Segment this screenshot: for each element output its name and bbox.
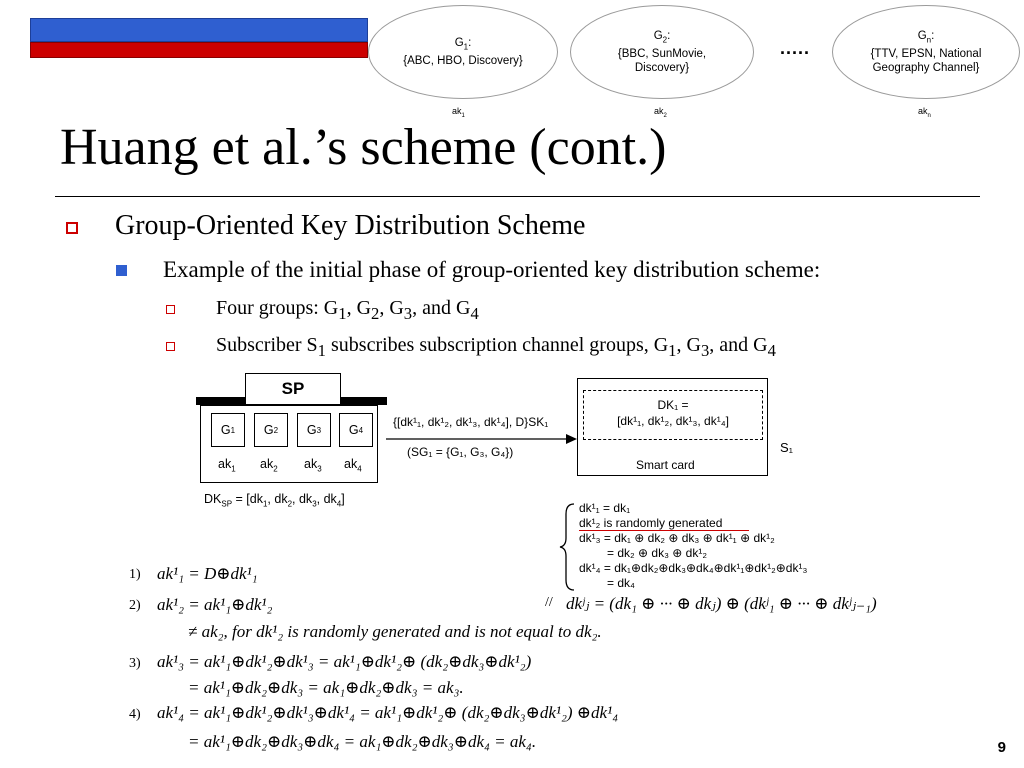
eq-line-6: = dk₄ — [607, 576, 635, 590]
math-line-3b: = ak¹₁⊕dk₂⊕dk₃ = ak₁⊕dk₂⊕dk₃ = ak₃. — [188, 678, 464, 697]
bullet-l3a-text: Four groups: $G_1$, $G_2$, $G_3$, and $G_4$ — [216, 297, 479, 323]
math-line-4: ak¹₄ = ak¹₁⊕dk¹₂⊕dk¹₃⊕dk¹₄ = ak¹₁⊕dk¹₂⊕ (dk₂⊕dk₃⊕dk¹₂) ⊕dk¹₄ — [157, 703, 619, 722]
eq-line-3: dk¹₃ = dk₁ ⊕ dk₂ ⊕ dk₃ ⊕ dk¹₁ ⊕ dk¹₂ — [579, 531, 775, 545]
group-ellipse-1 — [368, 5, 558, 99]
group-2-members-line1: {BBC, SunMovie, — [617, 48, 707, 61]
bullet-l1-text: Group-Oriented Key Distribution Scheme — [115, 210, 586, 241]
group-1-name: $G_1$: — [454, 36, 472, 52]
group-ellipse-2 — [570, 5, 754, 99]
header-red-bar — [30, 42, 368, 58]
arrow-top-label: {[dk¹₁, dk¹₂, dk¹₃, dk¹₄], D}SK₁ — [393, 415, 549, 429]
eq-line-1: dk¹₁ = dk₁ — [579, 501, 631, 515]
group-n-name: $G_n$: — [917, 29, 935, 45]
sp-group-3: G 3 — [297, 413, 331, 447]
header-blue-bar — [30, 18, 368, 42]
subscriber-label: S₁ — [780, 440, 794, 455]
sp-ak-1: $ak_1$ — [218, 457, 236, 474]
math-line-2b: ≠ ak₂, for dk¹₂ is randomly generated and is not equal to dk₂. — [188, 622, 602, 641]
distribution-arrow — [386, 432, 578, 446]
equation-brace — [558, 502, 578, 592]
bullet-l3a-icon — [166, 305, 175, 314]
eq-line-2: dk¹₂ is randomly generated — [579, 516, 723, 530]
eq-line-5: dk¹₄ = dk₁⊕dk₂⊕dk₃⊕dk₄⊕dk¹₁⊕dk¹₂⊕dk¹₃ — [579, 561, 808, 575]
smart-card-dk-box — [583, 390, 763, 440]
group-1-key: $ak_1$ — [452, 106, 465, 119]
sp-header-box — [245, 373, 341, 405]
math-comment-eq: dkʲⱼ = (dk₁ ⊕ ··· ⊕ dkⱼ) ⊕ (dkʲ₁ ⊕ ··· ⊕ dkʲⱼ₋₁) — [566, 594, 877, 613]
sp-ak-3: $ak_3$ — [304, 457, 322, 474]
eq-line-4: = dk₂ ⊕ dk₃ ⊕ dk¹₂ — [607, 546, 708, 560]
math-comment-mark: // — [545, 595, 553, 610]
arrow-bottom-label: (SG₁ = {G₁, G₃, G₄}) — [407, 445, 514, 459]
dk1-line2: [dk¹₁, dk¹₂, dk¹₃, dk¹₄] — [617, 414, 729, 428]
step-4-num: 4) — [129, 707, 141, 722]
sp-group-4: G 4 — [339, 413, 373, 447]
bullet-l3b-icon — [166, 342, 175, 351]
group-2-name: $G_2$: — [653, 29, 671, 45]
step-1-num: 1) — [129, 567, 141, 582]
sp-bar-right — [341, 397, 387, 405]
group-1-members: {ABC, HBO, Discovery} — [403, 55, 523, 68]
sp-bar-left — [196, 397, 245, 405]
math-line-2: ak¹₂ = ak¹₁⊕dk¹₂ — [157, 595, 273, 614]
group-ellipse-n — [832, 5, 1020, 99]
slide-title: Huang et al.’s scheme (cont.) — [60, 119, 667, 176]
sp-ak-2: $ak_2$ — [260, 457, 278, 474]
sp-ak-4: $ak_4$ — [344, 457, 362, 474]
group-2-key: $ak_2$ — [654, 106, 667, 119]
smart-card-label: Smart card — [636, 458, 695, 472]
sp-label: SP — [281, 379, 305, 398]
step-2-num: 2) — [129, 598, 141, 613]
dk-sp-label: $DK_{SP} = [dk_1$, $dk_2$, $dk_3$, $dk_4$] — [204, 492, 345, 509]
page-number: 9 — [997, 739, 1006, 756]
bullet-l2-icon — [116, 265, 127, 276]
group-n-members-line1: {TTV, EPSN, National — [870, 48, 982, 61]
math-line-4b: = ak¹₁⊕dk₂⊕dk₃⊕dk₄ = ak₁⊕dk₂⊕dk₃⊕dk₄ = ak₄. — [188, 732, 537, 751]
math-line-1: ak¹₁ = D⊕dk¹₁ — [157, 564, 258, 583]
step-3-num: 3) — [129, 656, 141, 671]
group-n-key: $ak_n$ — [918, 106, 931, 119]
math-line-3: ak¹₃ = ak¹₁⊕dk¹₂⊕dk¹₃ = ak¹₁⊕dk¹₂⊕ (dk₂⊕dk₃⊕dk¹₂) — [157, 652, 532, 671]
group-ellipsis: ..... — [780, 38, 811, 58]
sp-group-2: G 2 — [254, 413, 288, 447]
group-2-members-line2: Discovery} — [634, 62, 690, 75]
group-n-members-line2: Geography Channel} — [872, 62, 980, 75]
bullet-l2-text: Example of the initial phase of group-oriented key distribution scheme: — [163, 257, 821, 282]
title-divider — [55, 196, 980, 197]
bullet-l1-icon — [66, 222, 78, 234]
bullet-l3b-text: Subscriber $S_1$ subscribes subscription channel groups, $G_1$, $G_3$, and $G_4$ — [216, 334, 776, 360]
sp-group-1: G 1 — [211, 413, 245, 447]
dk1-line1: DK₁ = — [657, 398, 689, 412]
